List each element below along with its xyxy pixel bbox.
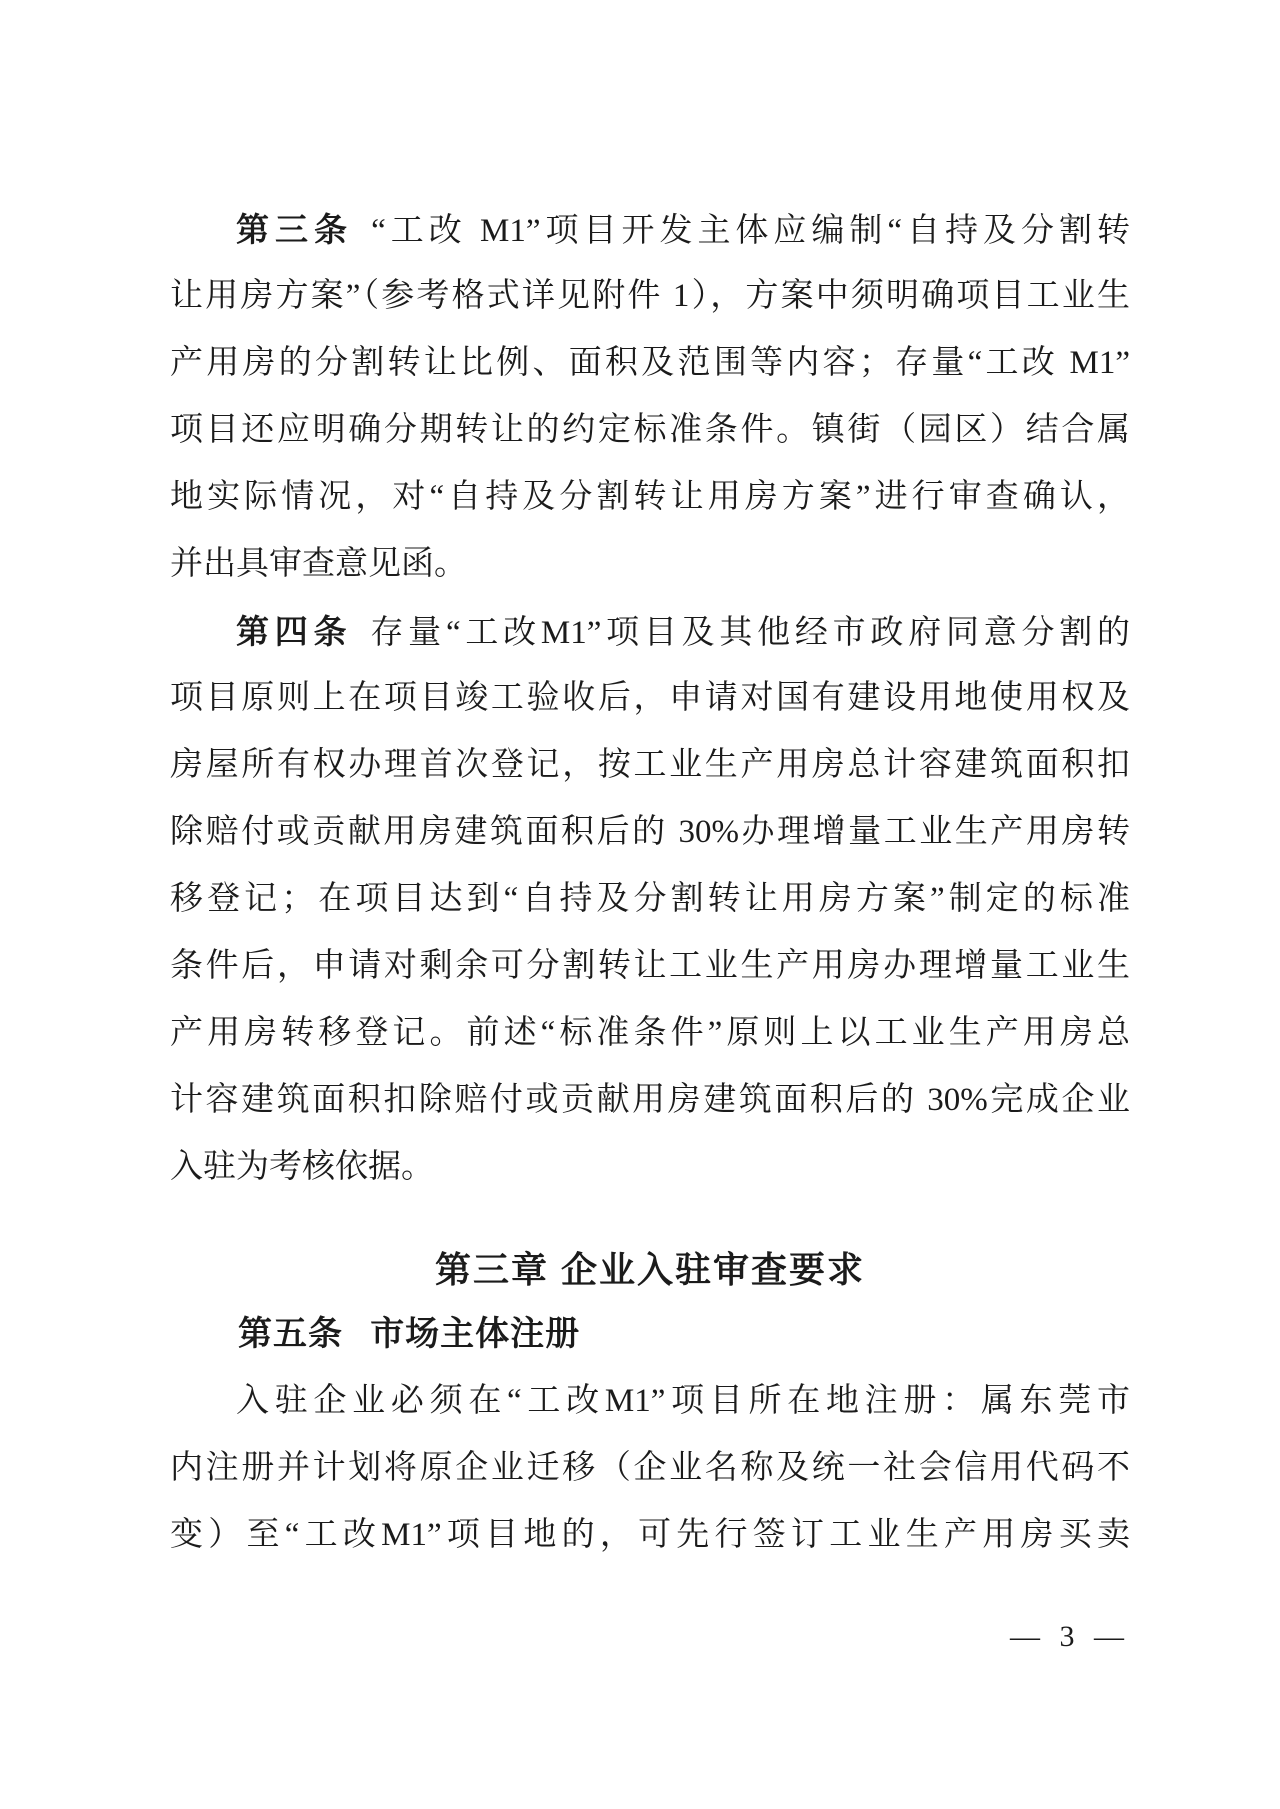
document-content [170, 196, 1130, 1569]
paragraph-line: 入驻为考核依据。 [170, 1149, 434, 1185]
article-number-label: 第三条 [236, 211, 353, 248]
paragraph-第三条 [170, 196, 1130, 598]
chapter-heading: 第三章 企业入驻审查要求 [434, 1249, 865, 1290]
paragraph-line: 内注册并计划将原企业迁移（企业名称及统一社会信用代码不 [170, 1450, 1130, 1486]
paragraph-line: 并出具审查意见函。 [170, 546, 467, 582]
paragraph-line: 地实际情况，对“自持及分割转让用房方案”进行审查确认， [170, 479, 1130, 515]
paragraph-line: 变）至“工改M1”项目地的，可先行签订工业生产用房买卖 [170, 1517, 1130, 1553]
article-number-label: 第四条 [236, 613, 353, 650]
paragraph-第四条 [170, 598, 1130, 1201]
paragraph-line: 入驻企业必须在“工改M1”项目所在地注册：属东莞市 [236, 1383, 1130, 1419]
paragraph-line: 产用房的分割转让比例、面积及范围等内容；存量“工改 M1” [170, 345, 1130, 381]
paragraph-line: 条件后，申请对剩余可分割转让工业生产用房办理增量工业生 [170, 948, 1130, 984]
paragraph-line: 项目还应明确分期转让的约定标准条件。镇街（园区）结合属 [170, 412, 1130, 448]
paragraph-line: 项目原则上在项目竣工验收后，申请对国有建设用地使用权及 [170, 680, 1130, 716]
page-number: — 3 — [1010, 1620, 1130, 1653]
article-number-label: 第五条 [238, 1315, 343, 1353]
paragraph-line: 移登记；在项目达到“自持及分割转让用房方案”制定的标准 [170, 881, 1130, 917]
paragraph-line: 房屋所有权办理首次登记，按工业生产用房总计容建筑面积扣 [170, 747, 1130, 783]
paragraph-line: 计容建筑面积扣除赔付或贡献用房建筑面积后的 30%完成企业 [170, 1082, 1130, 1118]
paragraph-line: 除赔付或贡献用房建筑面积后的 30%办理增量工业生产用房转 [170, 814, 1130, 850]
paragraph-line: 第三条 “工改 M1”项目开发主体应编制“自持及分割转 [236, 211, 1130, 249]
paragraph-line: 产用房转移登记。前述“标准条件”原则上以工业生产用房总 [170, 1015, 1130, 1051]
paragraph [170, 1368, 1130, 1569]
article-heading: 第五条 市场主体注册 [238, 1315, 581, 1353]
paragraph-line: 让用房方案”（参考格式详见附件 1），方案中须明确项目工业生 [170, 278, 1130, 314]
paragraph-line: 第四条 存量“工改M1”项目及其他经市政府同意分割的 [236, 613, 1130, 651]
